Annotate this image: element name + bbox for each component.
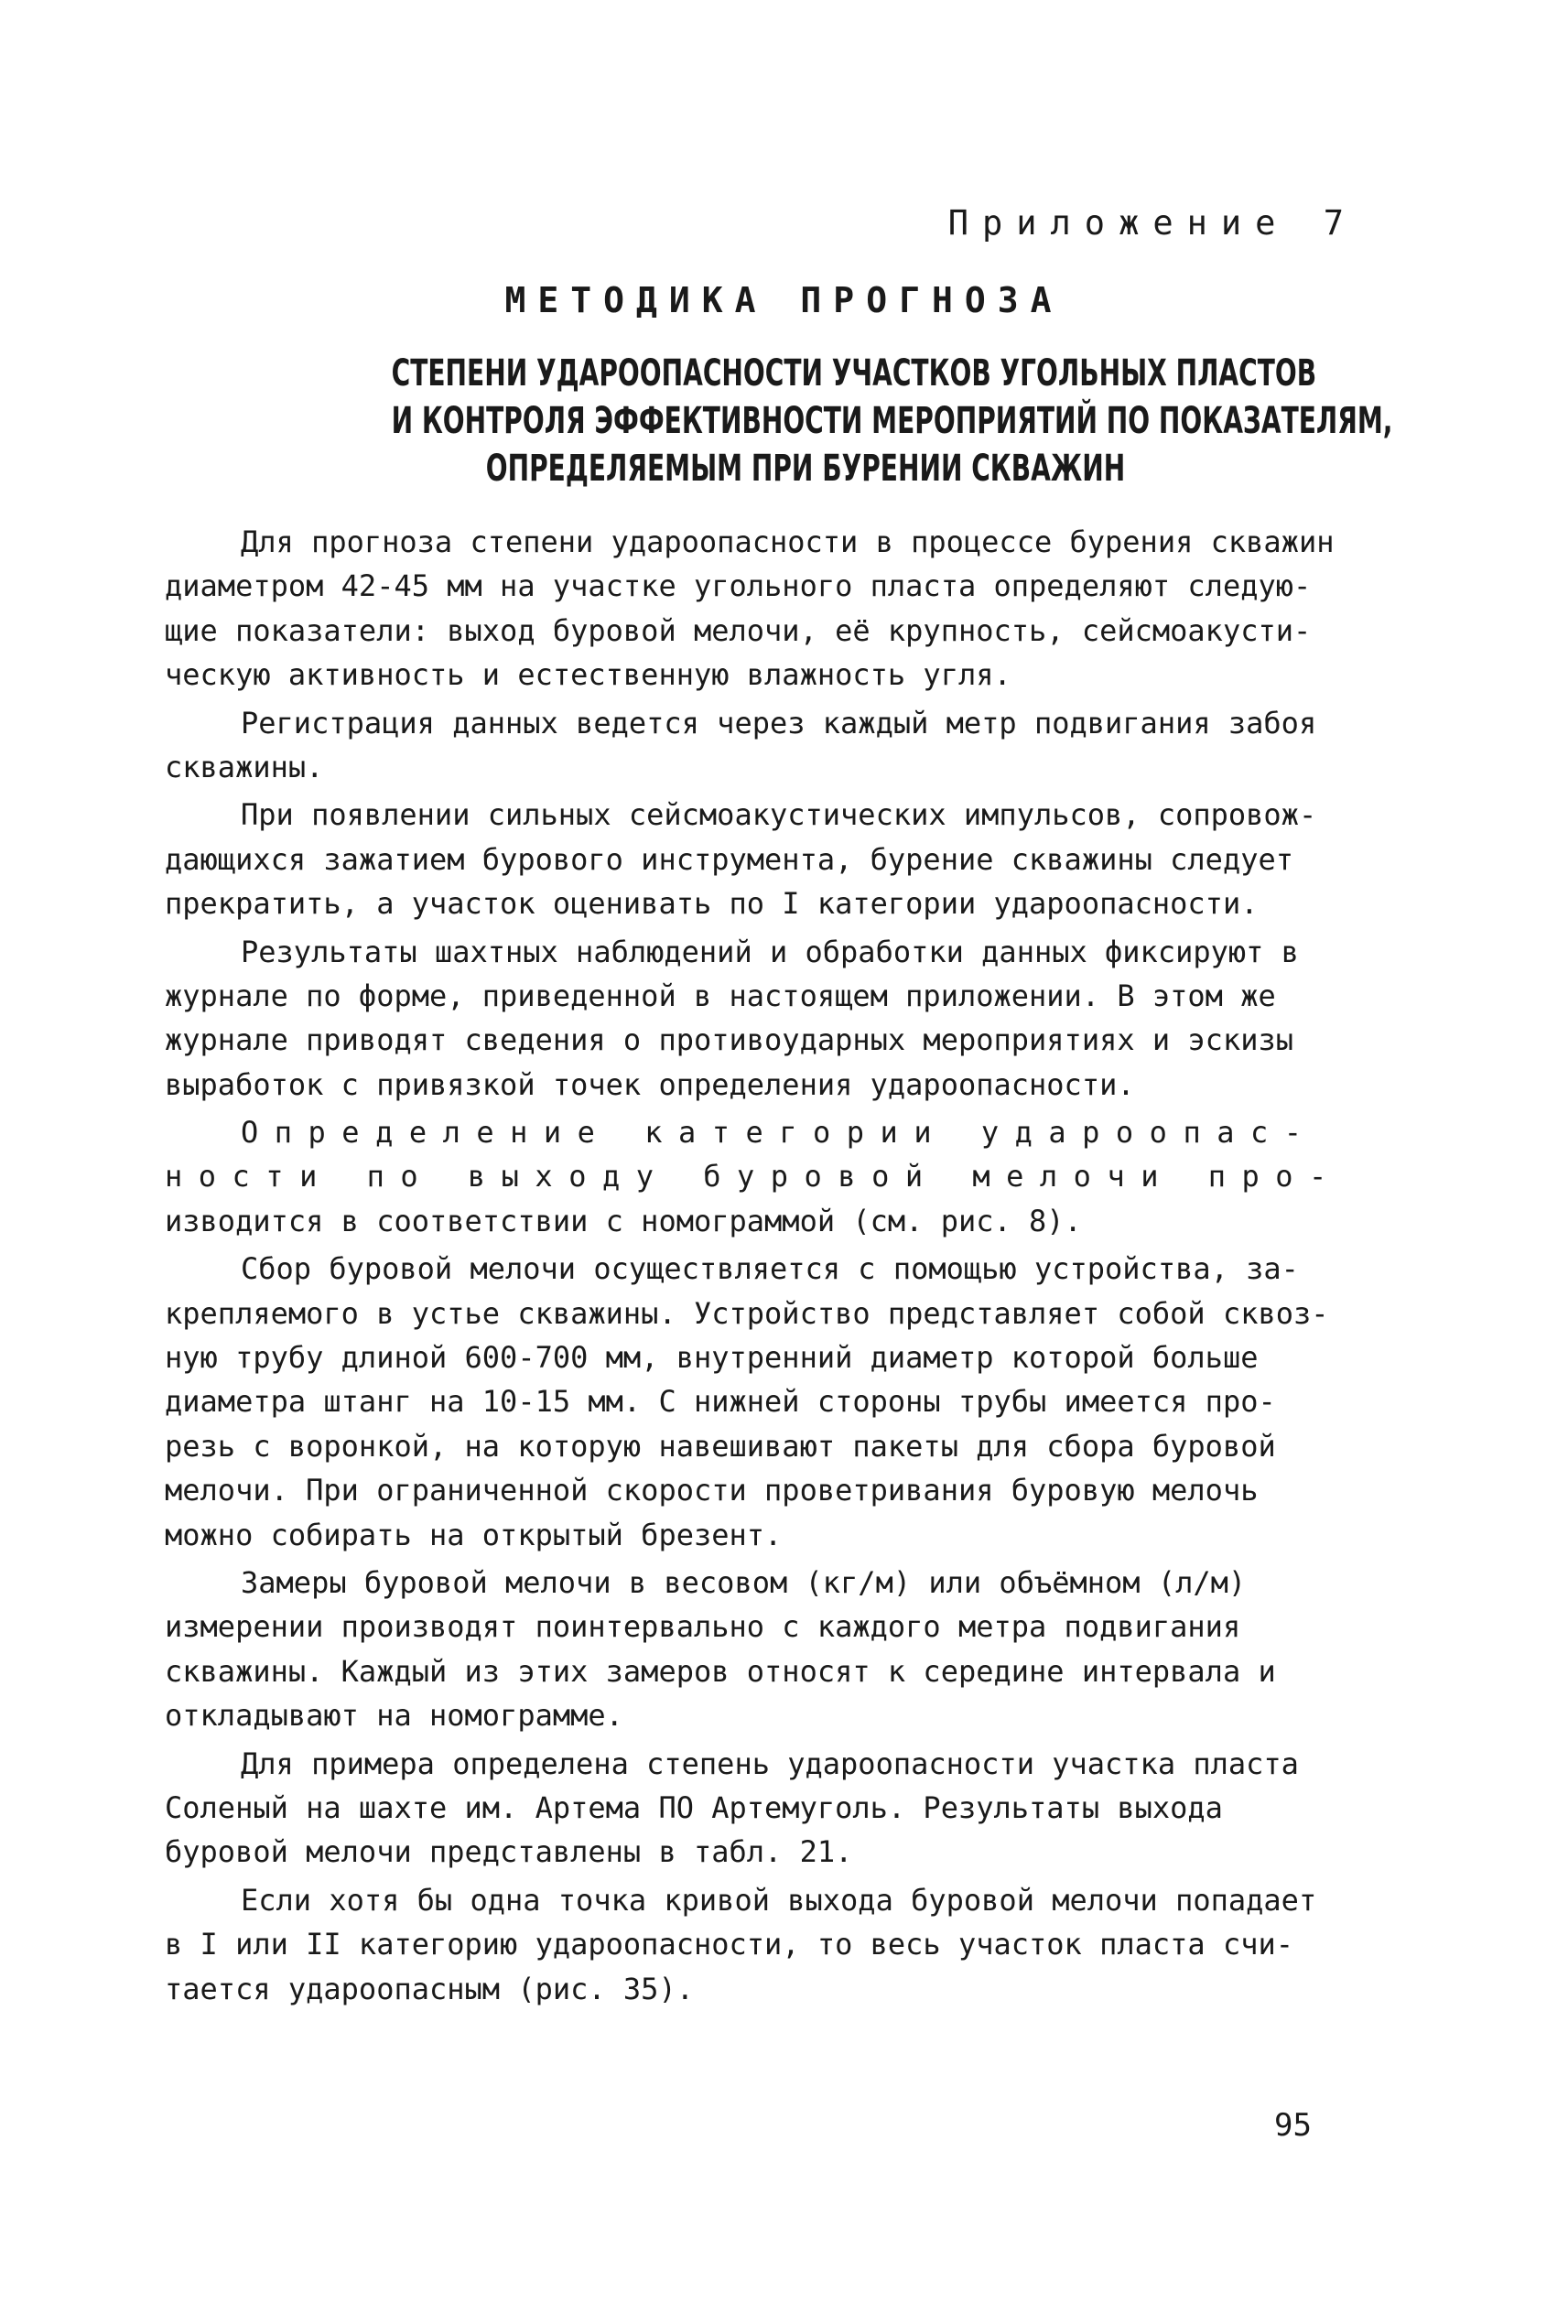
text-line: выработок с привязкой точек определения удароопасности. <box>165 1066 1135 1102</box>
text-line: измерении производят поинтервально с каждого метра подвигания <box>165 1609 1241 1645</box>
text-line-spaced: ности по выходу буровой мелочи про- <box>165 1159 1343 1194</box>
text-line: тается удароопасным (рис. 35). <box>165 1971 694 2006</box>
text-line: дающихся зажатием бурового инструмента, бурение скважины следует <box>165 841 1293 877</box>
text-line: Если хотя бы одна точка кривой выхода буровой мелочи попадает <box>241 1882 1317 1918</box>
text-line: ную трубу длиной 600-700 мм, внутренний диаметр которой больше <box>165 1340 1259 1376</box>
text-line: Соленый на шахте им. Артема ПО Артемуголь. Результаты выхода <box>165 1789 1223 1825</box>
text-line: журнале по форме, приведенной в настоящем приложении. В этом же <box>165 978 1276 1013</box>
text-line: Замеры буровой мелочи в весовом (кг/м) или объёмном (л/м) <box>241 1564 1247 1600</box>
appendix-label: Приложение 7 <box>947 203 1357 243</box>
page-number: 95 <box>1274 2107 1312 2144</box>
text-line: в I или II категорию удароопасности, то весь участок пласта счи- <box>165 1927 1293 1962</box>
text-line: изводится в соответствии с номограммой (см. рис. 8). <box>165 1203 1082 1238</box>
text-line: диаметра штанг на 10-15 мм. С нижней стороны трубы имеется про- <box>165 1384 1276 1420</box>
text-line: откладывают на номограмме. <box>165 1698 623 1734</box>
text-line: можно собирать на открытый брезент. <box>165 1517 783 1552</box>
body-text <box>165 520 1391 2011</box>
text-line: Для прогноза степени удароопасности в процессе бурения скважин <box>241 524 1335 559</box>
text-line: Результаты шахтных наблюдений и обработки данных фиксируют в <box>241 934 1299 969</box>
text-line: буровой мелочи представлены в табл. 21. <box>165 1834 853 1870</box>
text-line: скважины. Каждый из этих замеров относят к середине интервала и <box>165 1653 1276 1689</box>
document-subtitle <box>391 350 1393 492</box>
text-line: скважины. <box>165 749 324 784</box>
text-line: прекратить, а участок оценивать по I категории удароопасности. <box>165 886 1259 922</box>
text-line: ческую активность и естественную влажность угля. <box>165 657 1011 693</box>
text-line: щие показатели: выход буровой мелочи, её крупность, сейсмоакусти- <box>165 612 1312 648</box>
text-line: диаметром 42-45 мм на участке угольного пласта определяют следую- <box>165 568 1312 604</box>
text-line: крепляемого в устье скважины. Устройство представляет собой сквоз- <box>165 1295 1329 1331</box>
text-line-spaced: Определение категории удароопас- <box>241 1115 1318 1151</box>
document-title: МЕТОДИКА ПРОГНОЗА <box>504 280 1064 320</box>
text-line: журнале приводят сведения о противоударных мероприятиях и эскизы <box>165 1022 1293 1058</box>
text-line: мелочи. При ограниченной скорости проветривания буровую мелочь <box>165 1473 1259 1508</box>
text-line: Регистрация данных ведется через каждый метр подвигания забоя <box>241 705 1317 740</box>
text-line: Сбор буровой мелочи осуществляется с помощью устройства, за- <box>241 1251 1299 1287</box>
text-line: Для примера определена степень удароопасности участка пласта <box>241 1746 1299 1781</box>
subtitle-line: И КОНТРОЛЯ ЭФФЕКТИВНОСТИ МЕРОПРИЯТИЙ ПО ПОКАЗАТЕЛЯМ, <box>391 400 1393 442</box>
text-line: резь с воронкой, на которую навешивают пакеты для сбора буровой <box>165 1428 1276 1464</box>
subtitle-line: СТЕПЕНИ УДАРООПАСНОСТИ УЧАСТКОВ УГОЛЬНЫХ ПЛАСТОВ <box>391 352 1317 395</box>
subtitle-line: ОПРЕДЕЛЯЕМЫМ ПРИ БУРЕНИИ СКВАЖИН <box>485 448 1126 490</box>
text-line: При появлении сильных сейсмоакустических импульсов, сопровож- <box>241 797 1317 833</box>
